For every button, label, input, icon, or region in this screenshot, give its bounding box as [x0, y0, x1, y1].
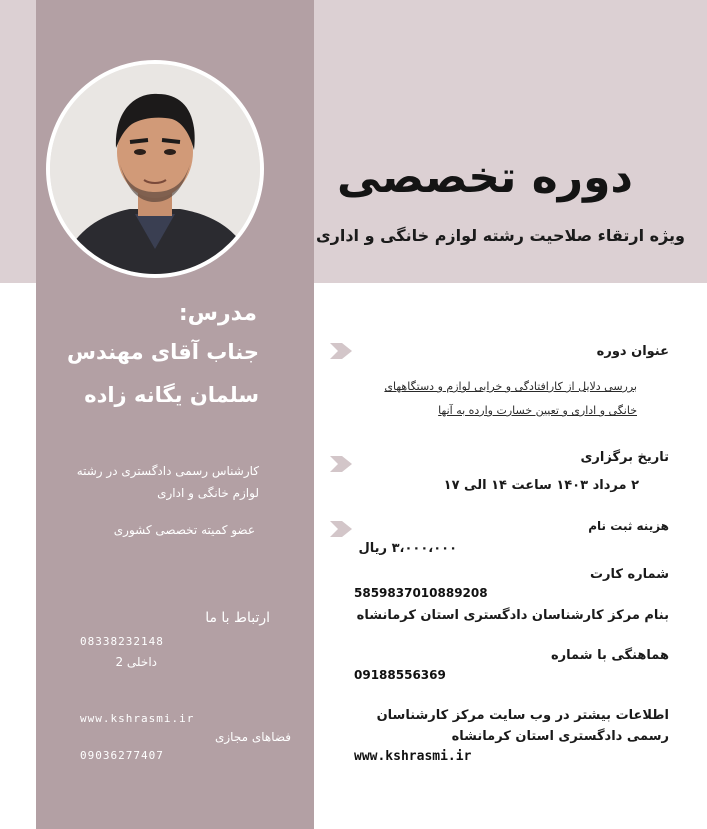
- lecturer-name: سلمان یگانه زاده: [84, 383, 259, 407]
- lecturer-description: کارشناس رسمی دادگستری در رشته لوازم خانگی و اداری: [76, 464, 259, 500]
- contact-website-link[interactable]: www.kshrasmi.ir: [80, 712, 195, 725]
- lecturer-title: جناب آقای مهندس: [67, 340, 259, 364]
- social-label: فضاهای مجازی: [214, 730, 291, 744]
- lecturer-heading: مدرس:: [178, 301, 257, 326]
- card-holder: بنام مرکز کارشناسان دادگستری استان کرمانشاه: [356, 608, 669, 623]
- date-value: ۲ مرداد ۱۴۰۳ ساعت ۱۴ الی ۱۷: [443, 478, 639, 493]
- more-info-line2: رسمی دادگستری استان کرمانشاه: [451, 729, 669, 744]
- fee-label: هزینه ثبت نام: [588, 519, 669, 533]
- contact-heading: ارتباط با ما: [205, 610, 270, 626]
- date-label: تاریخ برگزاری: [580, 450, 669, 465]
- coordination-label: هماهنگی با شماره: [551, 648, 669, 663]
- course-title-label: عنوان دوره: [596, 344, 669, 359]
- portrait-illustration: [50, 64, 260, 274]
- course-title-value: بررسی دلایل از کارافتادگی و خرابی لوازم و دستگاههای خانگی و اداری و تعیین خسارت وارده به آنها: [384, 380, 637, 417]
- coordination-number[interactable]: 09188556369: [354, 668, 446, 682]
- more-info-line1: اطلاعات بیشتر در وب سایت مرکز کارشناسان: [376, 708, 669, 723]
- chevron-right-icon: [330, 343, 352, 359]
- social-phone[interactable]: 09036277407: [80, 749, 164, 762]
- course-website-link[interactable]: www.kshrasmi.ir: [354, 749, 472, 764]
- lecturer-membership: عضو کمیته تخصصی کشوری: [113, 523, 255, 537]
- fee-value: ۳،۰۰۰،۰۰۰ ریال: [358, 541, 457, 556]
- chevron-right-icon: [330, 521, 352, 537]
- card-label: شماره کارت: [589, 567, 669, 582]
- chevron-right-icon: [330, 456, 352, 472]
- page-title: دوره تخصصی: [336, 152, 633, 203]
- contact-extension: داخلی 2: [115, 655, 157, 669]
- page-subtitle: ویژه ارتقاء صلاحیت رشته لوازم خانگی و اداری: [315, 226, 685, 245]
- card-number: 5859837010889208: [354, 586, 488, 600]
- contact-phone[interactable]: 08338232148: [80, 635, 164, 648]
- lecturer-photo: [46, 60, 264, 278]
